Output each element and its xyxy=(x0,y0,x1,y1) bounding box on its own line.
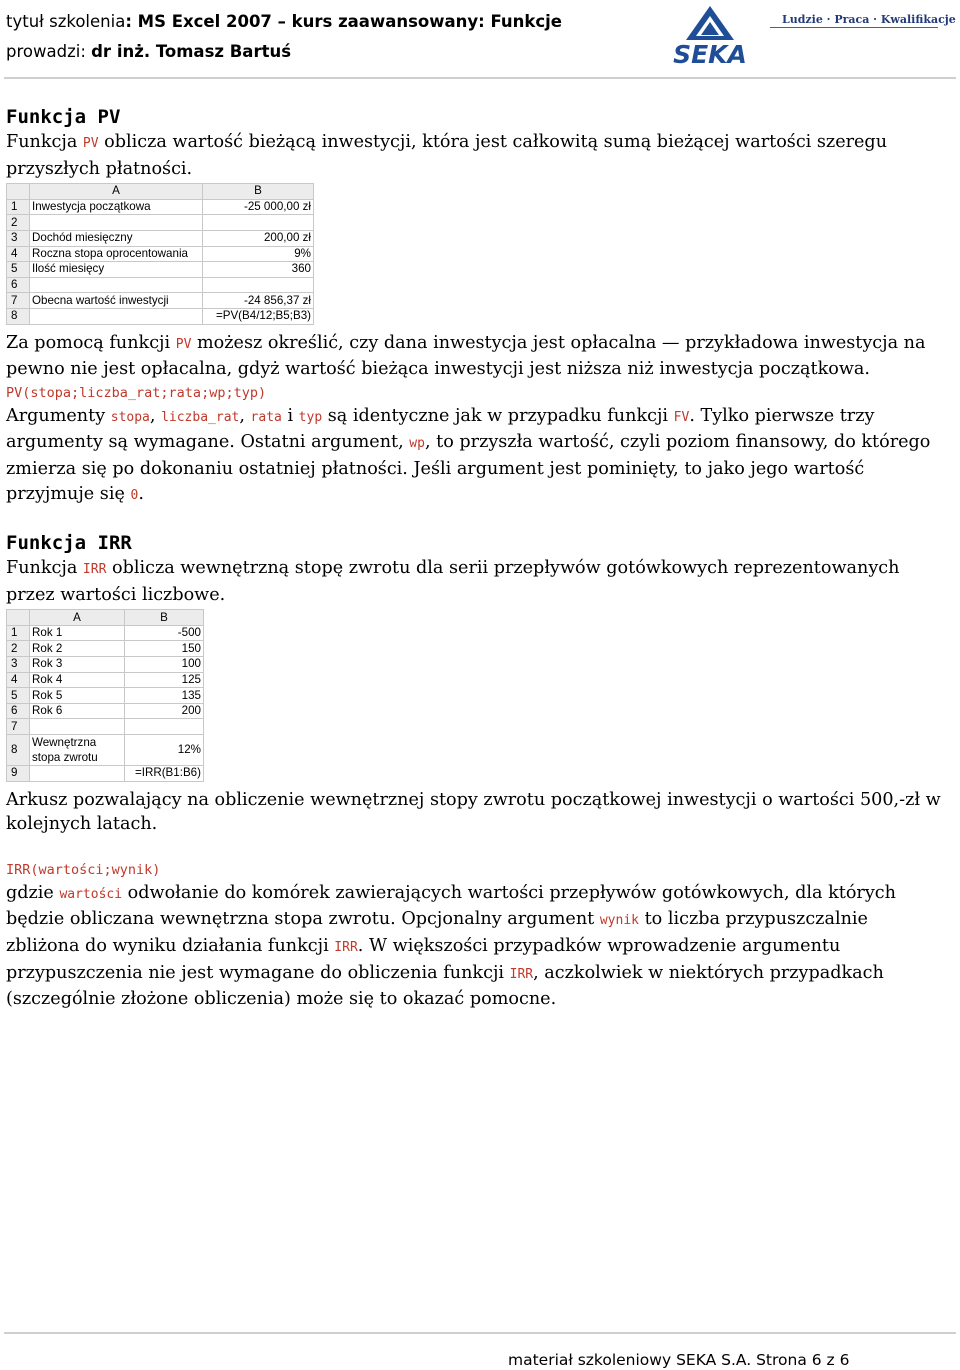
irr-cell-b: 200 xyxy=(125,703,204,719)
pv-row-number: 6 xyxy=(7,277,30,293)
irr-cell-b: -500 xyxy=(125,625,204,641)
irr-table-row xyxy=(7,625,204,641)
pv-table-row xyxy=(7,293,314,309)
footer-divider xyxy=(4,1332,956,1334)
seka-logo xyxy=(662,4,758,68)
irr-syntax: IRR(wartości;wynik) xyxy=(6,861,161,878)
pv-spreadsheet xyxy=(6,183,314,324)
pv-cell-a: Roczna stopa oprocentowania xyxy=(30,246,203,262)
pv-row-number: 7 xyxy=(7,293,30,309)
pv-cell-b: 200,00 zł xyxy=(203,230,314,246)
pv-syntax: PV(stopa;liczba_rat;rata;wp;typ) xyxy=(6,384,267,401)
company-motto: Ludzie · Praca · Kwalifikacje xyxy=(782,13,956,26)
irr-table-row xyxy=(7,641,204,657)
pv-heading: Funkcja PV xyxy=(6,106,121,128)
pv-cell-b: 9% xyxy=(203,246,314,262)
irr-cell-a: Rok 3 xyxy=(30,657,125,673)
irr-row-number: 9 xyxy=(7,766,30,782)
pv-table-row xyxy=(7,262,314,278)
pv-cell-b: -24 856,37 zł xyxy=(203,293,314,309)
pv-cell-a xyxy=(30,308,203,324)
irr-row-number: 1 xyxy=(7,625,30,641)
page-footer: materiał szkoleniowy SEKA S.A. Strona 6 z 6 xyxy=(508,1351,850,1369)
irr-row-number: 4 xyxy=(7,672,30,688)
irr-cell-a: Rok 2 xyxy=(30,641,125,657)
trainer-name: dr inż. Tomasz Bartuś xyxy=(91,42,292,61)
irr-cell-b: 150 xyxy=(125,641,204,657)
pv-row-number: 1 xyxy=(7,199,30,215)
pv-cell-a: Inwestycja początkowa xyxy=(30,199,203,215)
irr-cell-b: 125 xyxy=(125,672,204,688)
irr-table-row xyxy=(7,703,204,719)
irr-cell-a: Rok 5 xyxy=(30,688,125,704)
irr-cell-a: Rok 1 xyxy=(30,625,125,641)
irr-paragraph-2: Arkusz pozwalający na obliczenie wewnętrznej stopy zwrotu początkowej inwestycji o wartości 500,-zł w kolejnych latach. xyxy=(6,789,941,835)
pv-intro: Funkcja PV oblicza wartość bieżącą inwestycji, która jest całkowitą sumą bieżącej wartości szeregu przyszłych płatności. xyxy=(6,132,888,179)
pv-paragraph-3: Argumenty stopa, liczba_rat, rata i typ są identyczne jak w przypadku funkcji FV. Tylko pierwsze trzy argumenty są wymagane. Ostatni argument, wp, to przyszła wartość, czyli poziom finansowy, do którego zmierza się po dokonaniu ostatniej płatności. Jeśli argument jest pominięty, to jako jego wartość przyjmuje się 0. xyxy=(6,405,931,504)
irr-paragraph-3: gdzie wartości odwołanie do komórek zawierających wartości przepływów gotówkowych, dla których będzie obliczana wewnętrzna stopa zwrotu. Opcjonalny argument wynik to liczba przypuszczalnie zbliżona do wyniku działania funkcji IRR. W większości przypadków wprowadzenie argumentu przypuszczenia nie jest wymagane do obliczenia funkcji IRR, aczkolwiek w niektórych przypadkach (szczególnie złożone obliczenia) może się to okazać pomocne. xyxy=(6,882,896,1010)
pv-column-header: A xyxy=(30,184,203,200)
irr-cell-b: =IRR(B1:B6) xyxy=(125,766,204,782)
irr-table-row xyxy=(7,657,204,673)
irr-cell-b: 100 xyxy=(125,657,204,673)
irr-row-number: 8 xyxy=(7,735,30,766)
irr-table-row xyxy=(7,688,204,704)
page-content xyxy=(6,104,946,1012)
training-title: MS Excel 2007 – kurs zaawansowany: Funkcje xyxy=(137,12,562,31)
irr-row-number: 6 xyxy=(7,703,30,719)
irr-table-row xyxy=(7,672,204,688)
pv-cell-b: 360 xyxy=(203,262,314,278)
motto-underline xyxy=(770,27,938,28)
irr-row-number: 5 xyxy=(7,688,30,704)
irr-column-header: B xyxy=(125,610,204,626)
training-title-line: tytuł szkolenia: MS Excel 2007 – kurs zaawansowany: Funkcje xyxy=(6,12,562,31)
irr-table-row xyxy=(7,719,204,735)
pv-cell-a: Obecna wartość inwestycji xyxy=(30,293,203,309)
pv-column-header-row xyxy=(7,184,314,200)
pv-table-row xyxy=(7,230,314,246)
pv-cell-a xyxy=(30,277,203,293)
irr-cell-a: Wewnętrzna stopa zwrotu xyxy=(30,735,125,766)
irr-row-number: 3 xyxy=(7,657,30,673)
irr-row-number: 7 xyxy=(7,719,30,735)
pv-row-number: 3 xyxy=(7,230,30,246)
irr-cell-a: Rok 6 xyxy=(30,703,125,719)
pv-column-header: B xyxy=(203,184,314,200)
pv-cell-b: =PV(B4/12;B5;B3) xyxy=(203,308,314,324)
pv-table-row xyxy=(7,308,314,324)
irr-column-header: A xyxy=(30,610,125,626)
irr-cell-b: 12% xyxy=(125,735,204,766)
pv-cell-a xyxy=(30,215,203,231)
pv-cell-b: -25 000,00 zł xyxy=(203,199,314,215)
logo-text: SEKA xyxy=(673,40,747,68)
pv-corner-cell xyxy=(7,184,30,200)
irr-table-row xyxy=(7,766,204,782)
pv-table-row xyxy=(7,246,314,262)
irr-heading: Funkcja IRR xyxy=(6,532,132,555)
irr-cell-b: 135 xyxy=(125,688,204,704)
irr-column-header-row xyxy=(7,610,204,626)
irr-cell-a xyxy=(30,719,125,735)
pv-table-row xyxy=(7,215,314,231)
irr-corner-cell xyxy=(7,610,30,626)
pv-paragraph-2: Za pomocą funkcji PV możesz określić, czy dana inwestycja jest opłacalna — przykładowa inwestycja na pewno nie jest opłacalna, gdyż wartość bieżąca inwestycji jest niższa niż inwestycja początkowa. xyxy=(6,332,926,380)
trainer-line xyxy=(6,42,291,61)
pv-row-number: 2 xyxy=(7,215,30,231)
pv-cell-a: Dochód miesięczny xyxy=(30,230,203,246)
pv-row-number: 4 xyxy=(7,246,30,262)
pv-row-number: 8 xyxy=(7,308,30,324)
pv-row-number: 5 xyxy=(7,262,30,278)
irr-intro: Funkcja IRR oblicza wewnętrzną stopę zwrotu dla serii przepływów gotówkowych reprezentowanych przez wartości liczbowe. xyxy=(6,558,900,605)
pv-cell-b xyxy=(203,215,314,231)
irr-spreadsheet xyxy=(6,609,204,781)
pv-fn-code: PV xyxy=(82,136,99,151)
trainer-label: prowadzi: xyxy=(6,42,86,61)
pv-cell-a: Ilość miesięcy xyxy=(30,262,203,278)
irr-table-row xyxy=(7,735,204,766)
irr-row-number: 2 xyxy=(7,641,30,657)
pv-cell-b xyxy=(203,277,314,293)
header-divider xyxy=(4,77,956,79)
pv-table-row xyxy=(7,277,314,293)
pv-table-row xyxy=(7,199,314,215)
training-label: tytuł szkolenia xyxy=(6,12,126,31)
irr-cell-b xyxy=(125,719,204,735)
irr-cell-a xyxy=(30,766,125,782)
page-header xyxy=(0,0,960,78)
irr-cell-a: Rok 4 xyxy=(30,672,125,688)
